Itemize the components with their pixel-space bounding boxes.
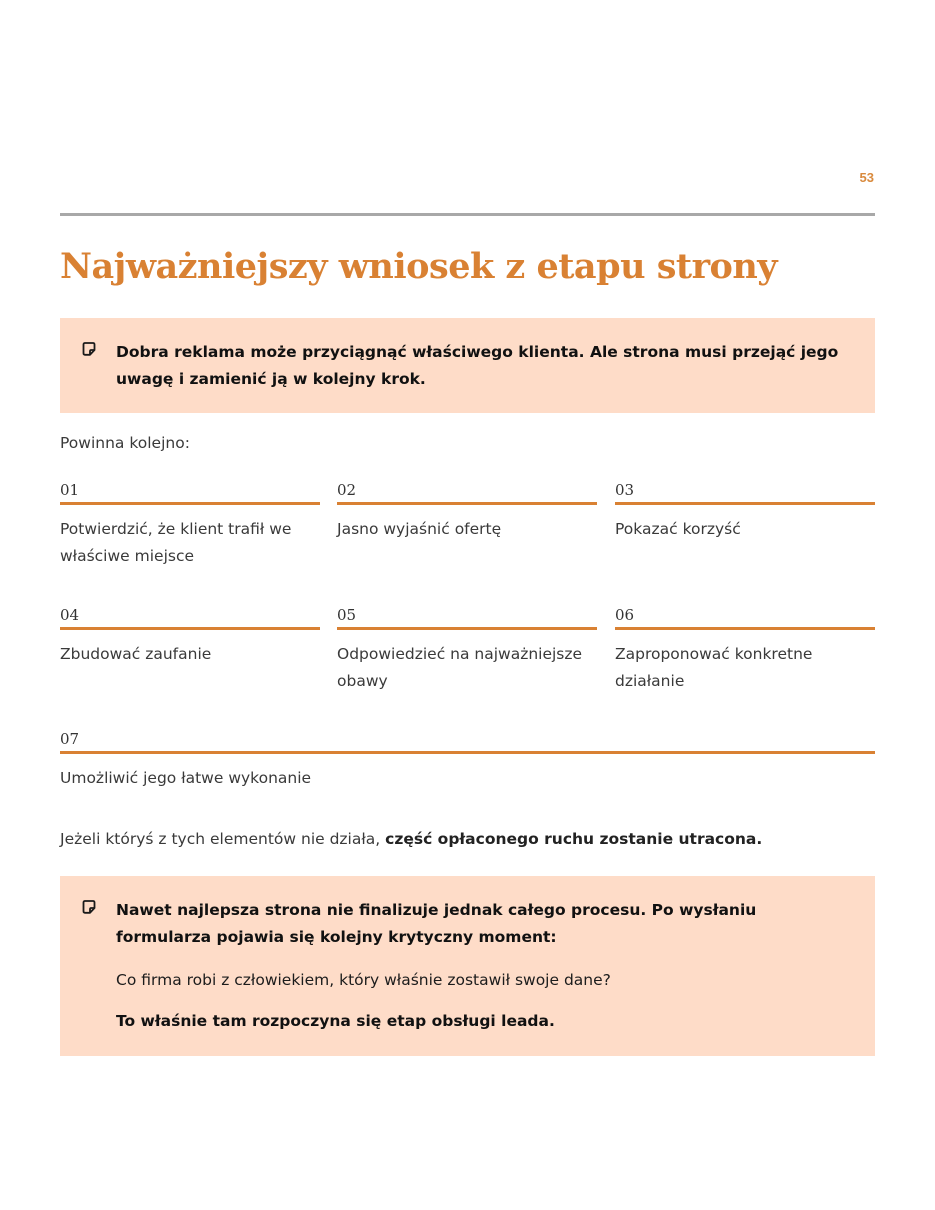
step-divider <box>337 502 597 505</box>
step-number: 05 <box>337 606 357 624</box>
intro-text: Powinna kolejno: <box>60 434 190 452</box>
step-text: Odpowiedzieć na najważniejsze obawy <box>337 645 583 690</box>
conclusion-lead: Jeżeli któryś z tych elementów nie działa, <box>60 830 381 848</box>
header-divider <box>60 213 875 216</box>
step-text: Jasno wyjaśnić ofertę <box>337 520 502 538</box>
step-text: Zaproponować konkretne działanie <box>615 645 813 690</box>
step-number: 07 <box>60 730 80 748</box>
step-number: 03 <box>615 481 635 499</box>
step-item <box>615 478 875 543</box>
step-divider <box>615 502 875 505</box>
step-item <box>60 727 875 792</box>
step-divider <box>60 627 320 630</box>
page-title: Najważniejszy wniosek z etapu strony <box>60 246 778 287</box>
step-number: 04 <box>60 606 80 624</box>
step-number: 01 <box>60 481 80 499</box>
step-text: Umożliwić jego łatwe wykonanie <box>60 769 312 787</box>
step-item <box>337 603 597 695</box>
step-item <box>337 478 597 543</box>
step-number: 06 <box>615 606 635 624</box>
step-text: Zbudować zaufanie <box>60 645 212 663</box>
page-number: 53 <box>859 170 874 185</box>
step-divider <box>337 627 597 630</box>
step-item <box>60 478 320 570</box>
step-text: Pokazać korzyść <box>615 520 741 538</box>
callout-text: Dobra reklama może przyciągnąć właściwego klienta. Ale strona musi przejąć jego uwagę i zamienić ją w kolejny krok. <box>116 343 839 388</box>
callout-question: Co firma robi z człowiekiem, który właśnie zostawił swoje dane? <box>116 971 611 989</box>
conclusion-emphasis: część opłaconego ruchu zostanie utracona. <box>385 830 763 848</box>
step-text: Potwierdzić, że klient trafił we właściwe miejsce <box>60 520 292 565</box>
step-number: 02 <box>337 481 357 499</box>
step-item <box>60 603 320 668</box>
step-item <box>615 603 875 695</box>
callout-text: Nawet najlepsza strona nie finalizuje jednak całego procesu. Po wysłaniu formularza pojawia się kolejny krytyczny moment: <box>116 901 757 946</box>
note-icon <box>81 899 97 915</box>
callout-box <box>60 318 875 413</box>
conclusion-text <box>60 830 762 848</box>
step-divider <box>60 751 875 754</box>
callout-emphasis: To właśnie tam rozpoczyna się etap obsługi leada. <box>116 1012 555 1030</box>
step-divider <box>60 502 320 505</box>
note-icon <box>81 341 97 357</box>
step-divider <box>615 627 875 630</box>
callout-box <box>60 876 875 1056</box>
